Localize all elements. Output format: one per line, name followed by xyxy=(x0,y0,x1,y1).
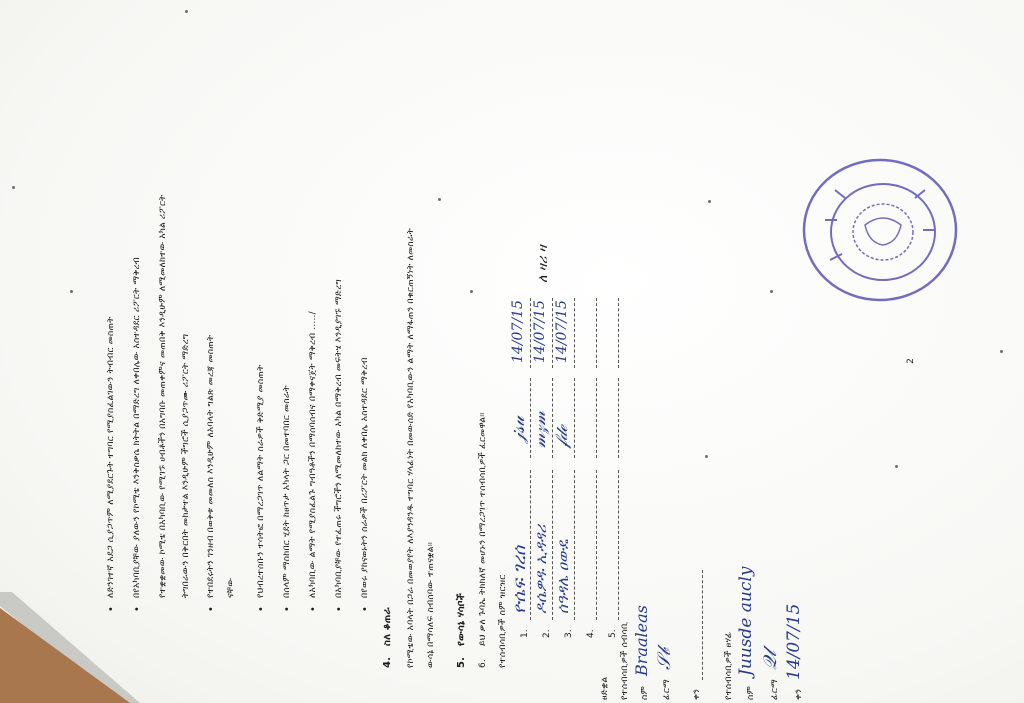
secretary-sign-prefix: ፊርማ xyxy=(770,679,780,700)
secretary-date-prefix: ቀን xyxy=(794,688,804,700)
section-5-title: የውሳኔ ሃሳቦች xyxy=(456,593,467,646)
row-number: 3. xyxy=(564,629,574,638)
bullet-item: የተቋቋመው ኮሚቴ በአካባቢው የሚገኙ ሀብቶችን በአግባቡ መጠቀምና መጠበቅ እንዲሁም ለሚመለከተው አካል ሪፖርት xyxy=(158,194,168,598)
handwritten-name: ዮሴፍ ገረሰ xyxy=(510,545,530,614)
section-4-body: የኮሚቴው አባላት በጋራ በመወያየት ለእያንዳንዱ ተግባር ሃላፊነት በመውሰድ የአካባቢውን ልማት ለማፋጠን በቁርጠኝነት ለመስራት xyxy=(406,228,416,668)
date-line xyxy=(574,298,575,368)
speck xyxy=(1000,350,1003,353)
handwritten-date: 14/07/15 xyxy=(532,300,548,363)
chair-label: የተሰብሳቢዎች ሰብሳቢ xyxy=(620,621,630,700)
date-line xyxy=(552,298,553,368)
bullet-continuation: ትግበራውን በቅርበት መከታተል እንዲሁም ችግሮች ሲያጋጥሙ ሪፖርት ማድረግ xyxy=(181,333,191,598)
row-number: 1. xyxy=(520,629,530,638)
handwritten-secretary-name: Juusde aucly xyxy=(736,566,756,676)
speck xyxy=(185,10,188,13)
name-line xyxy=(552,470,553,620)
handwritten-name: ሰዓዳሌ ዐውዴ xyxy=(554,539,572,614)
handwritten-signature: 𝒿𝓈𝓊 xyxy=(508,416,529,443)
date-line xyxy=(530,298,531,368)
attendee-row xyxy=(582,118,602,638)
bullet-item: • የህብረተሰቡን ተሳትፎ በማረጋገጥ ለልማት ስራዎች ቅድሚያ መስጠት xyxy=(256,365,267,598)
handwritten-date: 14/07/15 xyxy=(510,300,526,363)
signature-line xyxy=(574,378,575,458)
chair-sign-prefix: ፊርማ xyxy=(662,679,672,700)
date-line xyxy=(618,298,619,368)
section-4-number: 4. xyxy=(382,656,393,668)
approval-label: ፀድቋል xyxy=(600,676,610,700)
row-number: 2. xyxy=(542,629,552,638)
secretary-signature: 𝒬𝓁 xyxy=(760,651,781,670)
bullet-item: • በየወሩ ያከናወኑትን ስራዎች በሪፖርት መልክ ለቀበሌ አስተዳደር ማቅረብ xyxy=(360,357,371,598)
rotated-document xyxy=(86,58,626,668)
row-number: 4. xyxy=(586,629,596,638)
approval-block xyxy=(600,380,860,700)
attendees-label: የተሰብሳቢዎች ስም ዝርዝር xyxy=(498,574,508,668)
section-4-title: ስለ ቆጠራ xyxy=(382,607,393,646)
bullet-item: • በሰላም ማስከበር ሂደት ከፀጥታ አካላት ጋር በመተባበር መስራት xyxy=(282,385,293,598)
handwritten-extra: ለ ዛሪ ዛ xyxy=(536,245,551,283)
chair-date-prefix: ቀን xyxy=(692,688,702,700)
bullet-item: • በየአካባቢያቸው ያለውን የኮሚቴ እንቅስቃሴ ክትትል በማድረግ ለቀበሌው አስተዳደር ሪፖርት ማቅረብ xyxy=(132,257,143,598)
name-line xyxy=(574,470,575,620)
bullet-item: • ለድንገተኛ አደጋ ሲያጋጥም ለሚያደርጉት ተግባር የሚያስፈልገውን ትብብር መስጠት xyxy=(106,317,117,598)
secretary-name-prefix: ስም xyxy=(746,685,756,700)
bullet-item: • ለአካባቢው ልማት የሚያስፈልጉ ግብዓቶችን በማሰባሰብና በማቀናጀት ማቅረብ ...../ xyxy=(308,311,319,598)
handwritten-name: ዶሴዎዱ ኢዳዳሪ xyxy=(532,524,550,614)
date-line xyxy=(596,298,597,368)
handwritten-chair-name: Braaleas xyxy=(632,605,651,676)
bullet-item: • የተበደሩትን ገንዘብ በወቅቱ መመለስ እንዲሁም ለአባላት ግልጽ መረጃ መስጠት xyxy=(206,335,217,598)
secretary-label: የተሰብሳቢዎች ፀሃፊ xyxy=(724,631,734,700)
official-stamp-icon xyxy=(795,150,965,310)
attendee-row xyxy=(552,118,580,638)
name-line xyxy=(596,470,597,620)
section-6-text: ይህ ቃለ ጉባኤ ትክክለኛ መሆኑን በማረጋገጥ ተሰብሳቢዎች ፈርመዋል። xyxy=(478,412,488,646)
speck xyxy=(895,465,898,468)
section-5-number: 5. xyxy=(456,656,467,668)
speck xyxy=(70,290,73,293)
bullet-item: • በአካባቢያቸው የተፈጠሩ ችግሮችን ለሚመለከተው አካል በማቅረብ መፍትሄ እንዲያገኙ ማድረግ xyxy=(334,279,345,598)
speck xyxy=(770,290,773,293)
handwritten-secretary-date: 14/07/15 xyxy=(784,603,804,680)
section-6-number: 6. xyxy=(478,659,488,668)
handwritten-signature: 𝓂𝓏𝓂 xyxy=(530,411,550,448)
speck xyxy=(708,200,711,203)
bullet-continuation: ናቸው xyxy=(226,577,236,598)
handwritten-signature: 𝒻𝒹ℯ xyxy=(552,425,572,448)
section-4-body: ውሳኔ በማሳለፍ ስብሰባው ተጠናቋል። xyxy=(426,541,436,668)
page-number: 2 xyxy=(905,358,916,364)
signature-line xyxy=(596,378,597,458)
handwritten-date: 14/07/15 xyxy=(554,300,570,363)
chair-signature: 𝒮𝒷 xyxy=(654,648,675,670)
name-line xyxy=(530,470,531,620)
chair-name-prefix: ስም xyxy=(640,685,650,700)
chair-date-line xyxy=(702,570,703,680)
row-number: 5. xyxy=(608,629,618,638)
speck xyxy=(12,186,15,189)
